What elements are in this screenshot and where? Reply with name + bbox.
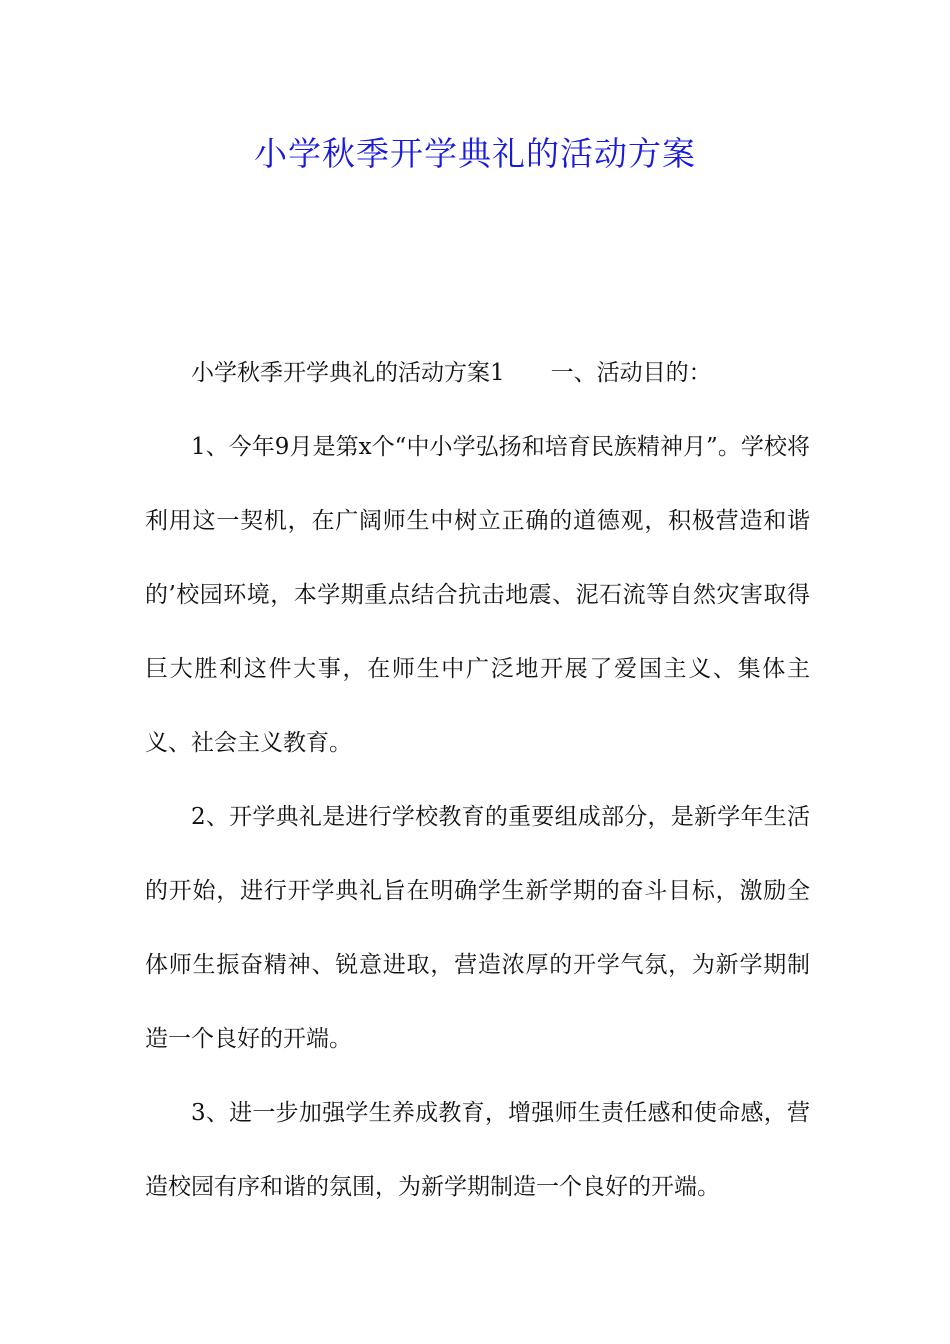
intro-heading: 小学秋季开学典礼的活动方案1 [191, 360, 505, 386]
intro-paragraph [145, 336, 810, 410]
document-body [145, 336, 810, 1224]
intro-section: 一、活动目的： [550, 360, 712, 386]
document-title: 小学秋季开学典礼的活动方案 [254, 134, 696, 173]
paragraph-1: 1、今年9月是第x个“中小学弘扬和培育民族精神月”。学校将利用这一契机，在广阔师生中树立正确的道德观，积极营造和谐的’校园环境，本学期重点结合抗击地震、泥石流等自然灾害取得巨大胜利这件大事，在师生中广泛地开展了爱国主义、集体主义、社会主义教育。 [145, 434, 810, 756]
paragraph-3: 3、进一步加强学生养成教育，增强师生责任感和使命感，营造校园有序和谐的氛围，为新学期制造一个良好的开端。 [145, 1100, 810, 1200]
paragraph-2: 2、开学典礼是进行学校教育的重要组成部分，是新学年生活的开始，进行开学典礼旨在明确学生新学期的奋斗目标，激励全体师生振奋精神、锐意进取，营造浓厚的开学气氛，为新学期制造一个良好的开端。 [145, 804, 810, 1052]
